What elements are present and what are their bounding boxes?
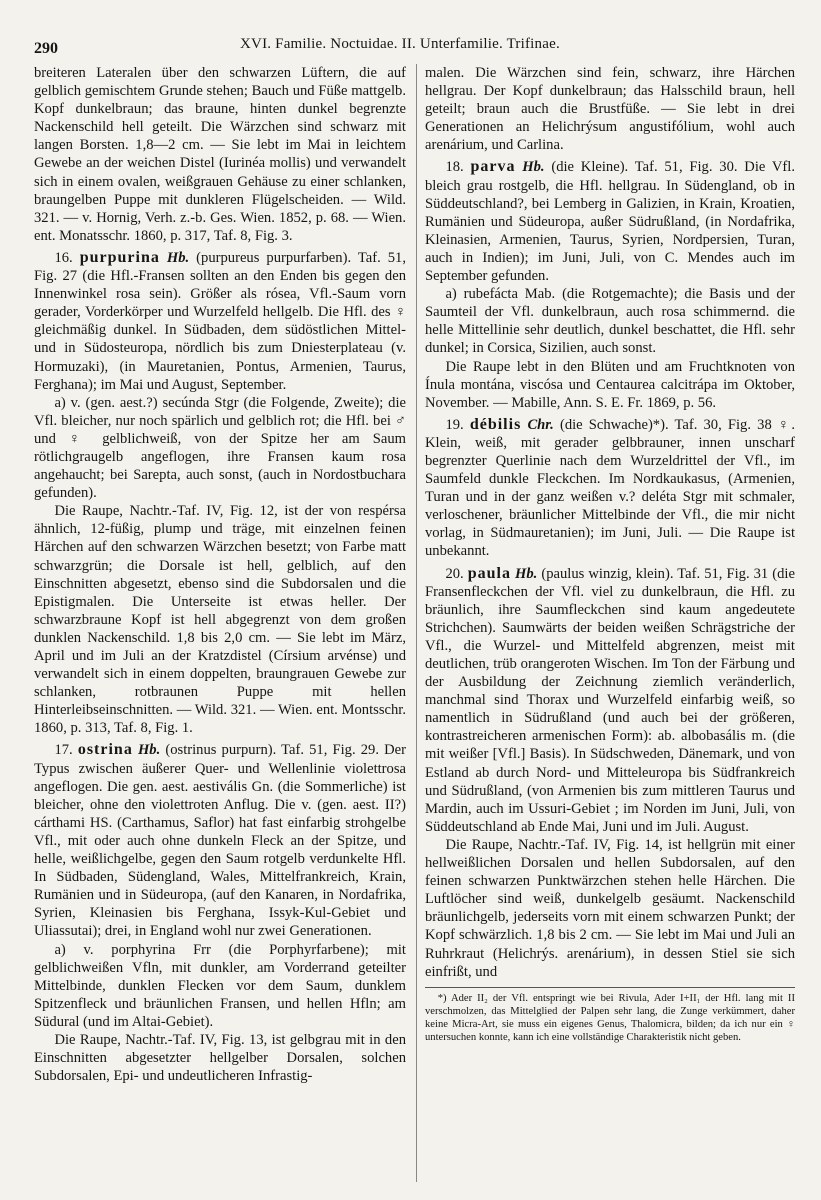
species-entry-19 [425, 416, 795, 561]
page-number: 290 [34, 40, 58, 57]
species-description: (paulus winzig, klein). Taf. 51, Fig. 31 (die Fransenfleckchen der Vfl. viel zu dunkelbraun, die Hfl. zu bräunlich, ihre Saumfleckchen sind kaum angedeutete Strichchen). Saumwärts der beiden weißen Schrägstriche der Vfl., die Wurzel- und Mittelfeld abgrenzen, meist mit deutlichen, trüb orangeroten Wischen. Im Ton der Färbung und der Ausbildung der Zeichnung ziemlich veränderlich, manchmal sind Thorax und Wurzelfeld einfarbig weiß, so namentlich in Südrußland (und auch bei der größeren, kontrastreicheren armenischen Form): ab. albobasális m. (die mit weißer [Vfl.] Basis). In Südschweden, Dänemark, und von Estland ab durch Nord- und Mitteleuropa bis Südfrankreich und Südrußland, (von Armenien bis zum mittleren Taurus und Mardin, auch im Ussuri-Gebiet ; im Norden im Juni, Juli, von Süddeutschland ab Ende Mai, Juni und im Juli. August. [425, 565, 795, 835]
species-entry-18 [425, 158, 795, 285]
larva-paragraph: Die Raupe, Nachtr.-Taf. IV, Fig. 14, ist hellgrün mit einer hellweißlichen Dorsalen und hellen Subdorsalen, auf den feinen schwarzen Punktwärzchen stehen helle Härchen. Die Luftlöcher sind weiß, dunkelgelb gesäumt. Nackenschild bräunlichgelb, jederseits vorn mit einem schwarzen Punkt; der Kopf schwärzlich. 1,8 bis 2 cm. — Sie lebt im Mai und Juli an Ruhrkraut (Helichrýs. arenárium), in dessen Stiel sie sich einfrißt, und [425, 836, 795, 980]
larva-paragraph: Die Raupe, Nachtr.-Taf. IV, Fig. 13, ist gelbgrau mit in den Einschnitten abgesetzter hellgelber Dorsalen, solchen Subdorsalen, Epi- und undeutlicheren Infrastig- [34, 1031, 406, 1085]
species-author: Hb. [522, 159, 545, 176]
entry-number: 20. [445, 565, 464, 582]
species-description: (ostrinus purpurn). Taf. 51, Fig. 29. Der Typus zwischen äußerer Quer- und Wellenlinie violettrosa angeflogen. Die gen. aest. aestivális Gn. (die Sommerliche) ist bleicher, ohne den violettroten Anflug. Die v. (gen. aest. II?) cárthami HS. (Carthamus, Saflor) hat fast einfarbig strohgelbe Vfl., mit oder auch ohne dunkeln Fleck an der Spitze, und helle, weißlichgelbe, gegen den Saum rotgelb verdunkelte Hfl. In Südbaden, Südengland, Wales, Mittelfrankreich, Krain, Rumänien und in Südeuropa, (auf den Kanaren, in Nordafrika, Syrien, Kleinasien bis Ferghana, Issyk-Kul-Gebiet und Uliassutai); drei, in England wohl nur zwei Generationen. [34, 742, 406, 940]
variety-paragraph: a) v. porphyrina Frr (die Porphyrfarbene); mit gelblichweißen Vfln, mit dunkler, am Vorderrand geteilter Mittelbinde, dunklen Flecken vor dem Saum, dunklem Spitzenfleck und bräunlichen Fransen, und hellen Hfln; am Südural (und im Altai-Gebiet). [34, 941, 406, 1030]
text-columns [34, 64, 795, 1182]
species-entry-17 [34, 741, 406, 940]
entry-number: 19. [445, 416, 464, 433]
footnote-rule [425, 987, 795, 988]
entry-number: 18. [445, 159, 464, 176]
species-author: Chr. [527, 416, 554, 433]
entry-number: 16. [54, 249, 73, 266]
right-column [425, 64, 795, 1182]
footnotes [425, 992, 795, 1044]
species-name: ostrina [77, 741, 133, 759]
paragraph: breiteren Lateralen über den schwarzen Lüftern, die auf gelblich gemischtem Grunde stehen; Bauch und Füße mattgelb. Kopf dunkelbraun; das braune, hinten dunkel begrenzte Nackenschild hell geteilt. Die Wärzchen sind schwarz mit langen Borsten. 1,8—2 cm. — Sie lebt im Mai in leichtem Gewebe an der weichen Distel (Iurinéa mollis) und verwandelt sich in einem ovalen, weißgrauen Gehäuse zu einer schlanken, braungelben Puppe mit dunkleren Flügelscheiden. — Wild. 321. — v. Hornig, Verh. z.-b. Ges. Wien. 1852, p. 68. — Wien. ent. Monatsschr. 1860, p. 317, Taf. 8, Fig. 3. [34, 65, 406, 244]
column-divider [416, 64, 417, 1182]
species-description: (purpureus purpurfarben). Taf. 51, Fig. 27 (die Hfl.-Fransen sollten an den Enden bis gegen den Innenwinkel rosa sein). Größer als rósea, Vfl.-Saum vorn gerader, Vorderkörper und Wurzelfeld hellgelb. Die Hfl. des ♀ gleichmäßig dunkel. In Südbaden, dem südöstlichen Mittel- und in Südosteuropa, nördlich bis zum Dniesterplateau (v. Hormuzaki), (in Mauretanien, Pontus, Armenien, Taurus, Ferghana); im Mai und August, September. [34, 249, 406, 393]
left-column [34, 64, 406, 1182]
species-description: (die Kleine). Taf. 51, Fig. 30. Die Vfl. bleich grau rostgelb, die Hfl. hellgrau. In Südengland, ob in Süddeutschland?, bei Lemberg in Galizien, in Krain, Kroatien, Rumänien und Südeuropa, außer Südrußland, (in Nordafrika, Kleinasien, Armenien, Taurus, Syrien, Nordpersien, Turan, auch in Indien); im Juni, Juli, von C. Mendes auch im September gefunden. [425, 159, 795, 285]
species-name: parva [470, 158, 516, 176]
species-name: purpurina [79, 248, 160, 266]
species-author: Hb. [137, 742, 161, 759]
species-name: paula [467, 564, 511, 582]
species-name: débilis [469, 415, 522, 433]
species-author: Hb. [166, 249, 190, 266]
running-head: XVI. Familie. Noctuidae. II. Unterfamilie. Trifinae. [240, 36, 560, 52]
entry-number: 17. [54, 742, 73, 759]
larva-paragraph: Die Raupe lebt in den Blüten und am Fruchtknoten von Ínula montána, viscósa und Centaurea calcitrápa im Oktober, November. — Mabille, Ann. S. E. Fr. 1869, p. 56. [425, 358, 795, 411]
variety-paragraph: a) v. (gen. aest.?) secúnda Stgr (die Folgende, Zweite); die Vfl. bleicher, nur noch spärlich und gelblich rot; die Hfl. bei ♂ und ♀ gelblichweiß, von der Spitze her am Saum rötlichgraugelb angeflogen, ihre Fransen kaum rosa angehaucht; bei Sarepta, auch sonst, (auch in Nordostbuchara gefunden). [34, 394, 406, 502]
page-header [34, 22, 795, 57]
species-entry-20 [425, 565, 795, 836]
variety-paragraph: a) rubefácta Mab. (die Rotgemachte); die Basis und der Saumteil der Vfl. dunkelbraun, auch rosa schimmernd. die helle Mittellinie sehr deutlich, dunkel beschattet, die Hfl. sehr dunkel; in Corsica, Sizilien, auch sonst. [425, 286, 795, 357]
species-entry-16 [34, 249, 406, 394]
paragraph: malen. Die Wärzchen sind fein, schwarz, ihre Härchen hellgrau. Der Kopf dunkelbraun; das Halsschild braun, hell geteilt; braun auch die Brustfüße. — Sie lebt in drei Generationen an Helichrýsum angustifólium, wohl auch arenárium, und Carlina. [425, 65, 795, 154]
species-author: Hb. [515, 565, 538, 582]
larva-paragraph: Die Raupe, Nachtr.-Taf. IV, Fig. 12, ist der von respérsa ähnlich, 12-füßig, plump und träge, mit einzelnen feinen Härchen auf den schwarzen Wärzchen besetzt; von Farbe matt schwarzgrün; die Dorsale ist hell, gelblich, auf den Einschnitten abgesetzt, ebenso sind die Subdorsalen und die Epistigmalen. Die Unterseite ist etwas heller. Der schwarzbraune Kopf ist hell abgegrenzt von dem großen dunklen Nackenschild. 1,8 bis 2,0 cm. — Sie lebt im März, April und im Juli an der Kratzdistel (Círsium arvénse) und verwandelt sich in einem doppelten, braungrauen Gewebe zur schlanken, rotbraunen Puppe mit hellen Hinterleibseinschnitten. — Wild. 321. — Wien. ent. Montsschr. 1860, p. 313, Taf. 8, Fig. 1. [34, 503, 406, 737]
species-description: (die Schwache)*). Taf. 30, Fig. 38 ♀. Klein, weiß, mit gerader gelbbrauner, innen unscharf begrenzter Querlinie nach dem Wurzeldrittel der Vfl., im Saumfeld dunkle Fleckchen. Im Nordkaukasus, (Armenien, Turan und in der ganz weißen v.? deléta Stgr mit schmaler, verloschener, bräunlicher Mittelbinde der Vfl., die mir nicht vorlag, in Südmauretanien); im Juni, Juli. — Die Raupe ist unbekannt. [425, 416, 795, 560]
footnote: *) Ader II₂ der Vfl. entspringt wie bei Rivula, Ader I+II₁ der Hfl. lang mit II verschmolzen, das Mittelglied der Palpen sehr lang, die Zunge verkümmert, daher keine Micra-Art, sie muss ein eigenes Genus, Thalomicra, bilden; da ich nur ein ♀ untersuchen konnte, kann ich eine vollständige Charakteristik nicht geben. [425, 992, 795, 1043]
